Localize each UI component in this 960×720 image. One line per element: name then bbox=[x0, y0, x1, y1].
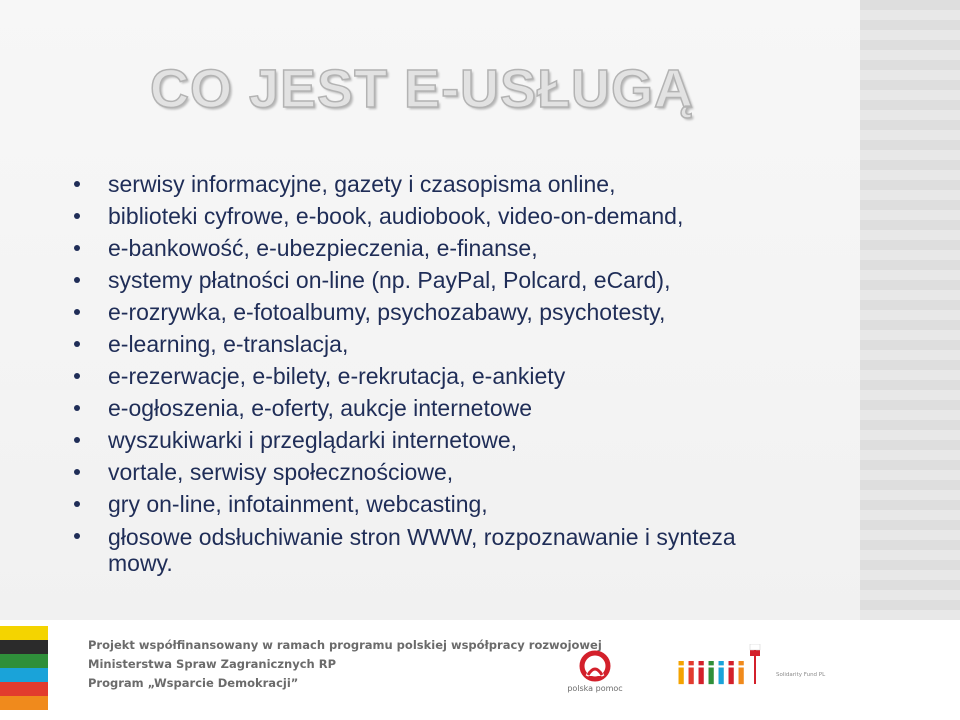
svg-text:i: i bbox=[676, 657, 687, 692]
bullet-icon bbox=[74, 277, 80, 283]
stripe-green bbox=[0, 654, 48, 668]
bullet-icon bbox=[74, 341, 80, 347]
stripe-yellow bbox=[0, 626, 48, 640]
svg-text:i: i bbox=[726, 657, 737, 692]
stripe-black bbox=[0, 640, 48, 654]
polska-pomoc-icon bbox=[575, 646, 615, 686]
list-item: vortale, serwisy społecznościowe, bbox=[72, 456, 772, 488]
bullet-list bbox=[72, 168, 772, 576]
bullet-icon bbox=[74, 213, 80, 219]
list-item: e-ogłoszenia, e-oferty, aukcje internetowe bbox=[72, 392, 772, 424]
list-item: e-bankowość, e-ubezpieczenia, e-finanse, bbox=[72, 232, 772, 264]
list-item: e-rezerwacje, e-bilety, e-rekrutacja, e-ankiety bbox=[72, 360, 772, 392]
polska-pomoc-label: polska pomoc bbox=[567, 684, 623, 693]
funding-line: Program „Wsparcie Demokracji” bbox=[88, 676, 299, 690]
list-item: serwisy informacyjne, gazety i czasopisma online, bbox=[72, 168, 772, 200]
bullet-icon bbox=[74, 437, 80, 443]
solidarity-fund-icon bbox=[676, 644, 768, 692]
svg-text:i: i bbox=[696, 657, 707, 692]
funding-note bbox=[88, 636, 602, 693]
svg-text:i: i bbox=[736, 657, 747, 692]
svg-text:i: i bbox=[686, 657, 697, 692]
bullet-icon bbox=[74, 469, 80, 475]
funding-line: Projekt współfinansowany w ramach programu polskiej współpracy rozwojowej bbox=[88, 638, 602, 652]
stripe-blue bbox=[0, 668, 48, 682]
solidarity-fund-logo bbox=[676, 644, 768, 697]
solidarity-fund-label: Solidarity Fund PL bbox=[776, 672, 826, 678]
list-item: głosowe odsłuchiwanie stron WWW, rozpoznawanie i synteza mowy. bbox=[72, 520, 772, 576]
decorative-side-panel bbox=[860, 0, 960, 620]
slide-title: CO JEST E-USŁUGĄ bbox=[150, 59, 695, 119]
stripe-red bbox=[0, 682, 48, 696]
bullet-icon bbox=[74, 245, 80, 251]
bullet-icon bbox=[74, 309, 80, 315]
bullet-icon bbox=[74, 501, 80, 507]
bullet-icon bbox=[74, 181, 80, 187]
svg-text:i: i bbox=[706, 657, 717, 692]
color-stripes-logo bbox=[0, 626, 48, 720]
svg-text:i: i bbox=[716, 657, 727, 692]
list-item: gry on-line, infotainment, webcasting, bbox=[72, 488, 772, 520]
list-item: systemy płatności on-line (np. PayPal, Polcard, eCard), bbox=[72, 264, 772, 296]
footer bbox=[0, 620, 960, 720]
bullet-icon bbox=[74, 405, 80, 411]
list-item: biblioteki cyfrowe, e-book, audiobook, video-on-demand, bbox=[72, 200, 772, 232]
list-item: e-learning, e-translacja, bbox=[72, 328, 772, 360]
stripe-orange bbox=[0, 696, 48, 710]
list-item: e-rozrywka, e-fotoalbumy, psychozabawy, psychotesty, bbox=[72, 296, 772, 328]
bullet-icon bbox=[74, 533, 80, 539]
polska-pomoc-logo bbox=[560, 646, 630, 716]
funding-line: Ministerstwa Spraw Zagranicznych RP bbox=[88, 657, 337, 671]
list-item: wyszukiwarki i przeglądarki internetowe, bbox=[72, 424, 772, 456]
bullet-icon bbox=[74, 373, 80, 379]
